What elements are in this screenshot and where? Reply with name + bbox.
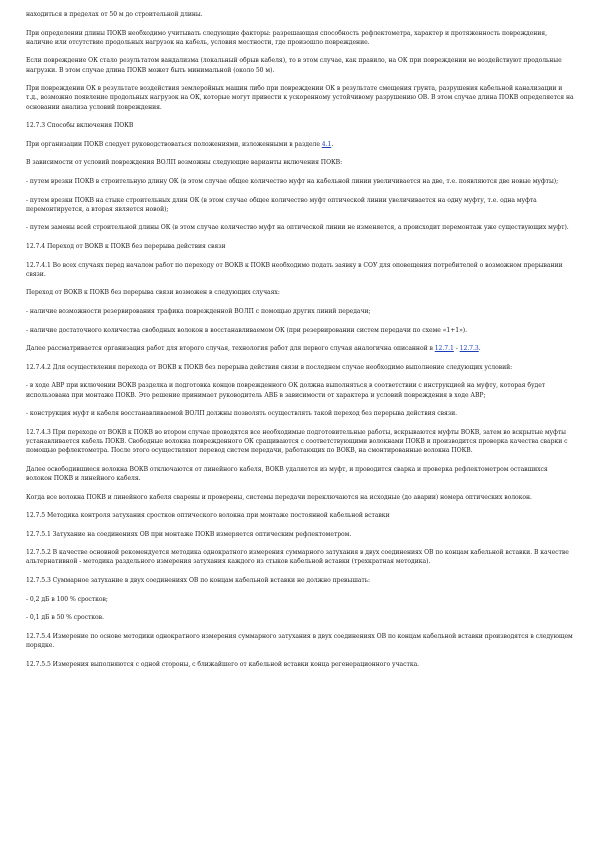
paragraph: 12.7.5.1 Затухание на соединениях ОВ при монтаже ПОКВ измеряется оптическим рефлектометром.: [26, 530, 352, 538]
list-item: - путем врезки ПОКВ на стыке строительных длин ОК (в этом случае общее количество муфт оптической линии увеличивается на одну муфту, т.е. одна муфта перемонтируется, а вторая является новой);: [26, 196, 537, 213]
paragraph: Переход от ВОКВ к ПОКВ без перерыва связи возможен в следующих случаях:: [26, 289, 280, 297]
paragraph: При повреждении ОК в результате воздействия землеройных машин либо при повреждении ОК в результате смещения грунта, разрушения кабельной канализации и т.д., возможно появление продольных нагрузок на ОК, которые могут привести к ускоренному устойчивому разрушению ОВ. В этом случае длина ПОКВ определяется на основании анализа условий повреждения.: [26, 85, 574, 111]
paragraph: находиться в пределах от 50 м до строительной длины.: [26, 11, 203, 18]
section-heading: 12.7.3 Способы включения ПОКВ: [26, 122, 134, 130]
list-item: - 0,2 дБ в 100 % сростков;: [26, 595, 108, 603]
paragraph: Если повреждение ОК стало результатом вандализма (локальный обрыв кабеля), то в этом случае, как правило, на ОК при повреждении не воздействуют продольные нагрузки. В этом случае длина ПОКВ может быть минимальной (около 50 м).: [26, 57, 562, 74]
section-heading: 12.7.5 Методика контроля затухания сростков оптического волокна при монтаже постоянной кабельной вставки: [26, 512, 390, 520]
paragraph: 12.7.5.5 Измерения выполняются с одной стороны, с ближайшего от кабельной вставки конца регенерационного участка.: [26, 660, 420, 668]
list-item: - наличие достаточного количества свободных волокон в восстанавливаемом ОК (при резервировании систем передачи по схеме «1+1»).: [26, 326, 468, 334]
list-item: - путем замены всей строительной длины ОК (в этом случае количество муфт на оптической линии не изменяется, а происходит перемонтаж уже существующих муфт).: [26, 224, 569, 232]
paragraph: 12.7.4.1 Во всех случаях перед началом работ по переходу от ВОКВ к ПОКВ необходимо подать заявку в СОУ для оповещения потребителей о возможном прерывании связи.: [26, 261, 563, 278]
paragraph: [26, 140, 575, 149]
paragraph-text: .: [331, 140, 334, 148]
paragraph: Когда все волокна ПОКВ и линейного кабеля сварены и проверены, системы передачи переключаются на исходные (до аварии) номера оптических волокон.: [26, 493, 532, 501]
paragraph: 12.7.5.2 В качестве основной рекомендуется методика однократного измерения суммарного затухания в двух соединениях ОВ по концам кабельной вставки. В качестве альтернативной - методика раздельного измерения затухания каждого из стыков кабельной вставки (трехкратная методика).: [26, 549, 569, 566]
paragraph-text: -: [453, 345, 460, 353]
paragraph-text: При организации ПОКВ следует руководствоваться положениями, изложенными в разделе: [26, 140, 322, 148]
list-item: - 0,1 дБ в 50 % сростков.: [26, 614, 104, 622]
paragraph: [26, 344, 575, 353]
paragraph: 12.7.4.2 Для осуществления перехода от ВОКВ к ПОКВ без перерыва действия связи в последнем случае необходимо выполнение следующих условий:: [26, 363, 513, 371]
paragraph: В зависимости от условий повреждения ВОЛП возможны следующие варианты включения ПОКВ:: [26, 159, 343, 167]
section-link[interactable]: 12.7.3: [459, 345, 479, 353]
list-item: - конструкция муфт и кабеля восстанавливаемой ВОЛП должны позволять осуществлять такой переход без перерыва действия связи.: [26, 410, 458, 418]
section-link[interactable]: 12.7.1: [434, 345, 454, 353]
section-heading: 12.7.4 Переход от ВОКВ к ПОКВ без перерыва действия связи: [26, 242, 226, 250]
list-item: - наличие возможности резервирования трафика поврежденной ВОЛП с помощью других линий передачи;: [26, 307, 371, 315]
list-item: - в ходе АВР при включении ВОКВ разделка и подготовка концов поврежденного ОК должна выполняться в соответствии с инструкцией на муфту, которая будет использована при монтаже ПОКВ. Это решение принимает руководитель АВБ в зависимости от характера и условий повреждения в ходе АВР;: [26, 382, 546, 399]
paragraph: 12.7.5.4 Измерение по основе методики однократного измерения суммарного затухания в двух соединениях ОВ по концам кабельной вставки производятся в следующем порядке.: [26, 632, 573, 650]
paragraph: При определении длины ПОКВ необходимо учитывать следующие факторы: разрешающая способность рефлектометра, характер и протяженность повреждения, наличие или отсутствие продольных нагрузок на кабель, условия местности, где произошло повреждение.: [26, 29, 547, 46]
section-link[interactable]: 4.1: [321, 140, 332, 148]
paragraph: 12.7.5.3 Суммарное затухание в двух соединениях ОВ по концам кабельной вставки не должно превышать:: [26, 577, 371, 585]
paragraph: 12.7.4.3 При переходе от ВОКВ к ПОКВ во втором случае проводятся все необходимые подготовительные работы, вскрываются муфты ВОКВ, затем во вскрытые муфты устанавливается кабель ПОКВ. Свободные волокна поврежденного ОК сращиваются с соответствующими волокнами ПОКВ и производится проверка качества сварки с помощью рефлектометра. После этого осуществляют перевод систем передачи, работающих по ВОКВ, на смонтированные волокна ПОКВ.: [26, 428, 568, 455]
paragraph-text: .: [478, 345, 481, 353]
paragraph: Далее освободившиеся волокна ВОКВ отключаются от линейного кабеля, ВОКВ удаляется из муфт, и проводится сварка и проверка рефлектометром оставшихся волокон ПОКВ и линейного кабеля.: [26, 465, 548, 482]
list-item: - путем врезки ПОКВ в строительную длину ОК (в этом случае общее количество муфт на кабельной линии увеличивается на две, т.е. появляются две новые муфты);: [26, 177, 559, 185]
paragraph-text: Далее рассматривается организация работ для второго случая, технология работ для первого случая аналогична описанной в: [26, 345, 435, 353]
